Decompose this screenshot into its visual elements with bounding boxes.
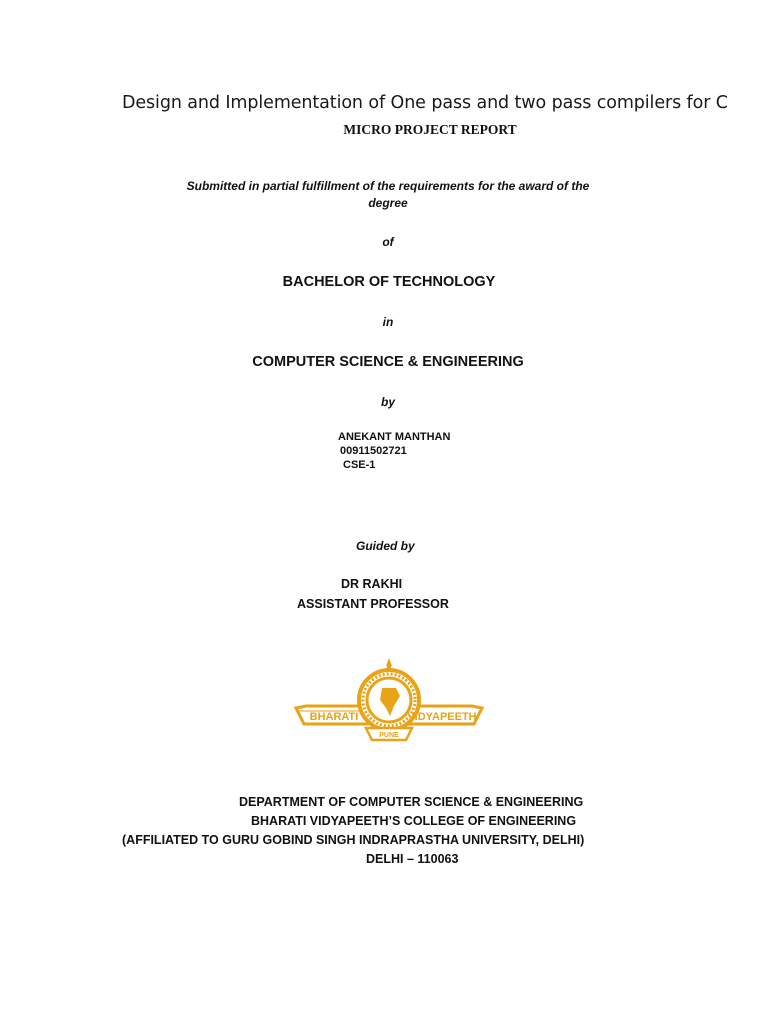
report-title: Design and Implementation of One pass and two pass compilers for C — [122, 93, 728, 113]
logo-text-bottom: PUNE — [379, 732, 399, 739]
of-text: of — [382, 235, 394, 249]
footer-affiliation: (AFFILIATED TO GURU GOBIND SINGH INDRAPRASTHA UNIVERSITY, DELHI) — [122, 833, 585, 847]
footer-department: DEPARTMENT OF COMPUTER SCIENCE & ENGINEERING — [239, 795, 584, 809]
by-text: by — [380, 395, 395, 409]
student-name: ANEKANT MANTHAN — [338, 431, 451, 443]
student-roll-no: 00911502721 — [340, 445, 407, 457]
submission-line-1: Submitted in partial fulfillment of the requirements for the award of the — [186, 179, 590, 193]
logo-text-left: BHARATI — [309, 711, 359, 723]
branch-heading: COMPUTER SCIENCE & ENGINEERING — [252, 354, 524, 370]
bharati-vidyapeeth-emblem-icon — [294, 656, 484, 742]
guide-designation: ASSISTANT PROFESSOR — [297, 597, 449, 611]
guide-name: DR RAKHI — [341, 577, 403, 591]
logo-text-right: VIDYAPEETH — [407, 711, 477, 723]
footer-city: DELHI – 110063 — [366, 852, 459, 866]
submission-line-2: degree — [368, 196, 408, 210]
in-text: in — [382, 315, 394, 329]
footer-college: BHARATI VIDYAPEETH’S COLLEGE OF ENGINEERING — [251, 814, 577, 828]
student-section: CSE-1 — [343, 459, 376, 471]
report-subtitle: MICRO PROJECT REPORT — [343, 122, 517, 137]
degree-heading: BACHELOR OF TECHNOLOGY — [282, 274, 496, 290]
guided-by-label: Guided by — [356, 539, 415, 553]
